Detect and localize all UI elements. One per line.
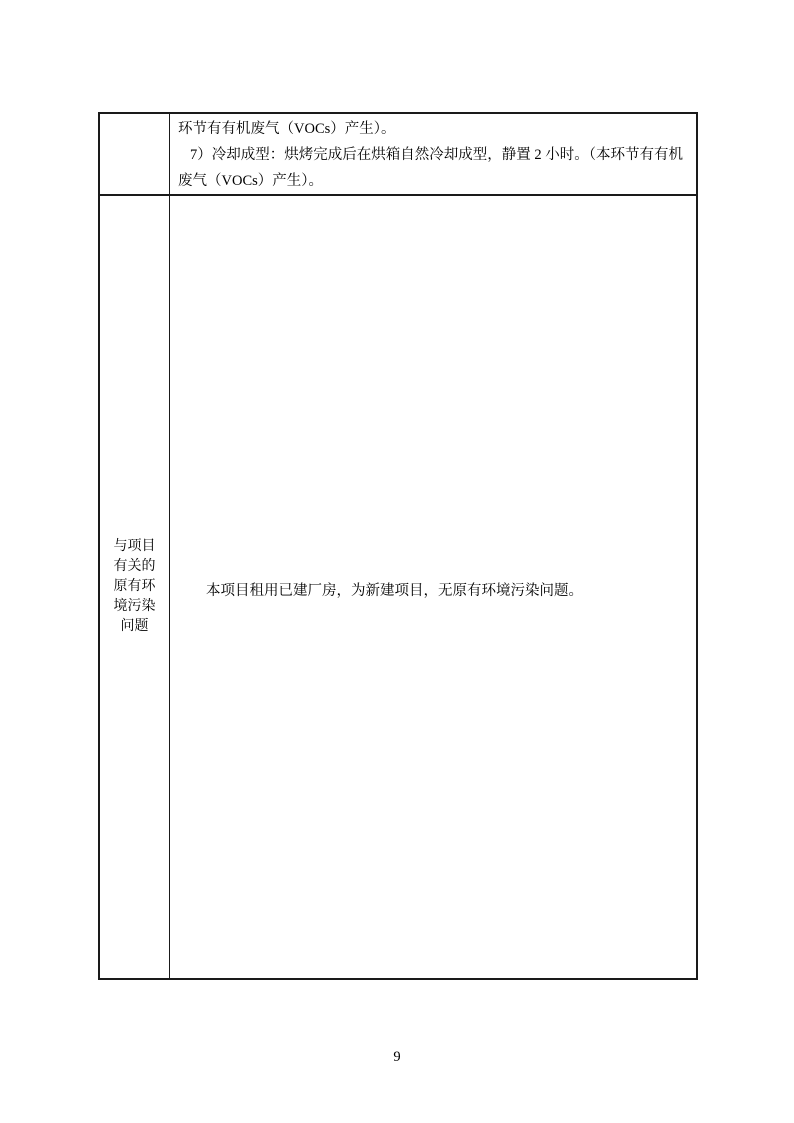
row1-content-cell: [170, 114, 696, 196]
row-header-line-3: 原有环: [113, 579, 156, 594]
row-header-line-1: 与项目: [113, 539, 156, 554]
paragraph-line-1: 环节有有机废气（VOCs）产生）。: [178, 121, 396, 137]
row-header-label: [100, 537, 169, 637]
row2-content-cell: [170, 196, 696, 978]
row-header-line-5: 问题: [120, 619, 149, 634]
row2-paragraph: 本项目租用已建厂房，为新建项目，无原有环境污染问题。: [206, 583, 583, 599]
row1-label-cell-empty: [100, 114, 170, 196]
page-number: 9: [393, 1049, 401, 1065]
paragraph-line-2: 7）冷却成型：烘烤完成后在烘箱自然冷却成型，静置 2 小时。（本环节有有机: [190, 147, 683, 163]
eia-form-table: [98, 112, 698, 980]
paragraph-line-3: 废气（VOCs）产生）。: [178, 173, 324, 189]
row-header-line-2: 有关的: [113, 559, 156, 574]
row2-header-cell: [100, 196, 170, 978]
row-header-line-4: 境污染: [113, 599, 156, 614]
